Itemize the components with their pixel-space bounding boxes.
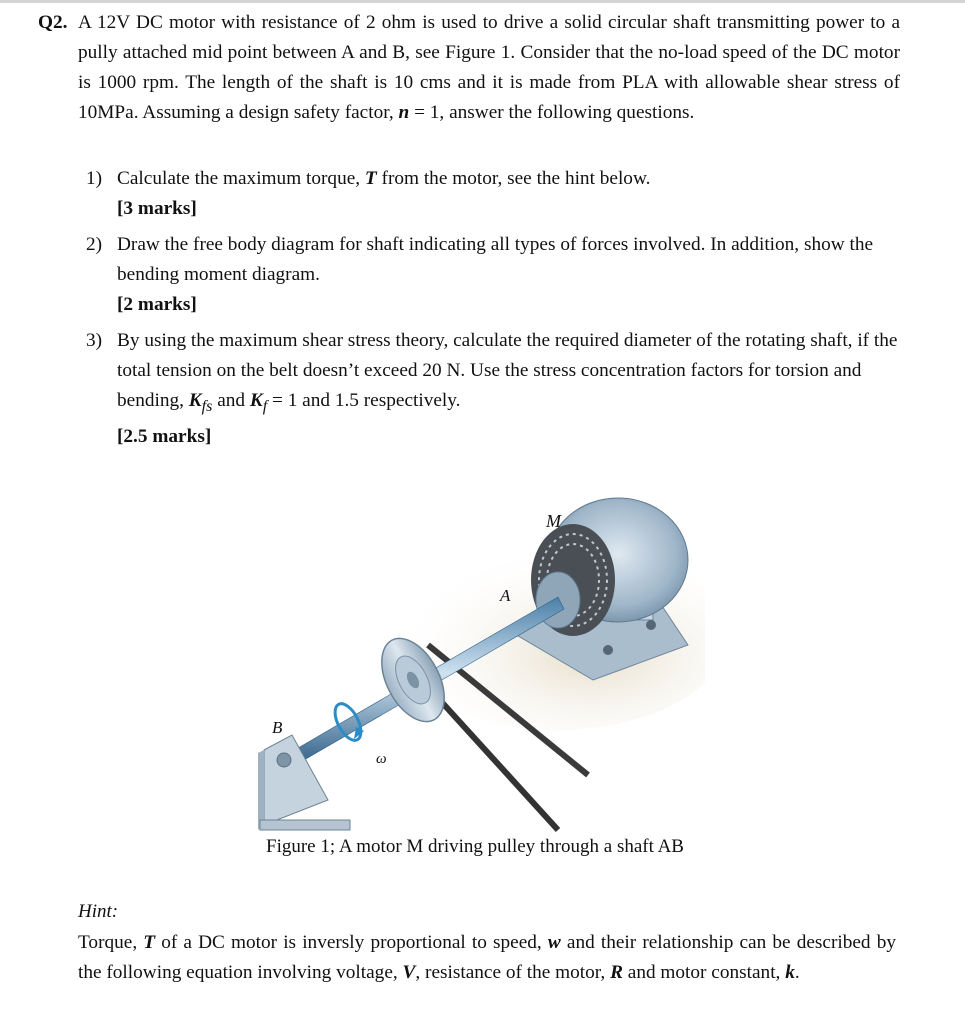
hint-part: and their relationship can be described by the following equation involving voltage,: [78, 932, 896, 983]
question-intro: [38, 8, 900, 128]
label-m: M: [546, 511, 561, 531]
label-omega: ω: [376, 751, 387, 767]
item-marks: [2.5 marks]: [117, 425, 212, 447]
safety-factor-eq: = 1: [409, 102, 440, 123]
safety-factor-var: n: [398, 102, 410, 123]
question-item-2: [86, 230, 906, 320]
item-text: from the motor, see the hint below.: [376, 168, 651, 189]
question-block: [38, 8, 900, 128]
question-number: Q2.: [38, 12, 68, 33]
item-marks: [3 marks]: [117, 198, 197, 219]
kf-sub: f: [262, 397, 268, 415]
var-w: w: [547, 932, 561, 953]
hint-text: [78, 928, 896, 988]
kfs-sub: fs: [201, 397, 213, 415]
kf-base: K: [249, 390, 263, 411]
item-text: By using the maximum shear stress theory, calculate the required diameter of the rotating shaft, if the total tension on the belt doesn’t exceed 20 N. Use the stress concentration factors for torsion and bending,: [117, 330, 898, 411]
item-text: and: [212, 390, 250, 411]
figure-illustration: [258, 485, 705, 835]
label-a: A: [500, 586, 511, 605]
item-text: Draw the free body diagram for shaft indicating all types of forces involved. In addition, show the bending moment diagram.: [117, 234, 874, 285]
item-text: = 1 and 1.5 respectively.: [267, 390, 461, 411]
question-list: [86, 164, 906, 452]
intro-text-2: , answer the following questions.: [439, 102, 695, 123]
item-text: Calculate the maximum torque,: [117, 168, 365, 189]
top-divider: [0, 0, 965, 3]
torque-var: T: [364, 168, 377, 189]
hint-part: and motor constant,: [622, 962, 786, 983]
bolt-icon: [603, 645, 613, 655]
intro-text-1: A 12V DC motor with resistance of 2 ohm is used to drive a solid circular shaft transmitting power to a pully attached mid point between A and B, see Figure 1. Consider that the no-load speed of the DC motor is 1000 rpm. The length of the shaft is 10 cms and it is made from PLA with allowable shear stress of 10MPa. Assuming a design safety factor,: [78, 12, 900, 123]
item-number: 1): [86, 168, 103, 189]
var-t: T: [143, 932, 156, 953]
question-item-1: [86, 164, 906, 224]
figure-1: [258, 485, 705, 835]
item-number: 2): [86, 234, 103, 255]
hint-part: of a DC motor is inversly proportional to speed,: [155, 932, 548, 953]
var-r: R: [610, 962, 623, 983]
var-v: V: [402, 962, 416, 983]
hint-part: , resistance of the motor,: [415, 962, 611, 983]
kfs-base: K: [188, 390, 202, 411]
bolt-icon: [646, 620, 656, 630]
question-item-3: [86, 326, 906, 452]
hint-title: Hint:: [78, 901, 119, 922]
figure-caption: Figure 1; A motor M driving pulley through a shaft AB: [266, 836, 684, 857]
hint-part: .: [794, 962, 800, 983]
item-number: 3): [86, 330, 103, 351]
var-k: k: [785, 962, 795, 983]
hint-part: Torque,: [78, 932, 144, 953]
item-marks: [2 marks]: [117, 294, 197, 315]
label-b: B: [272, 718, 283, 737]
